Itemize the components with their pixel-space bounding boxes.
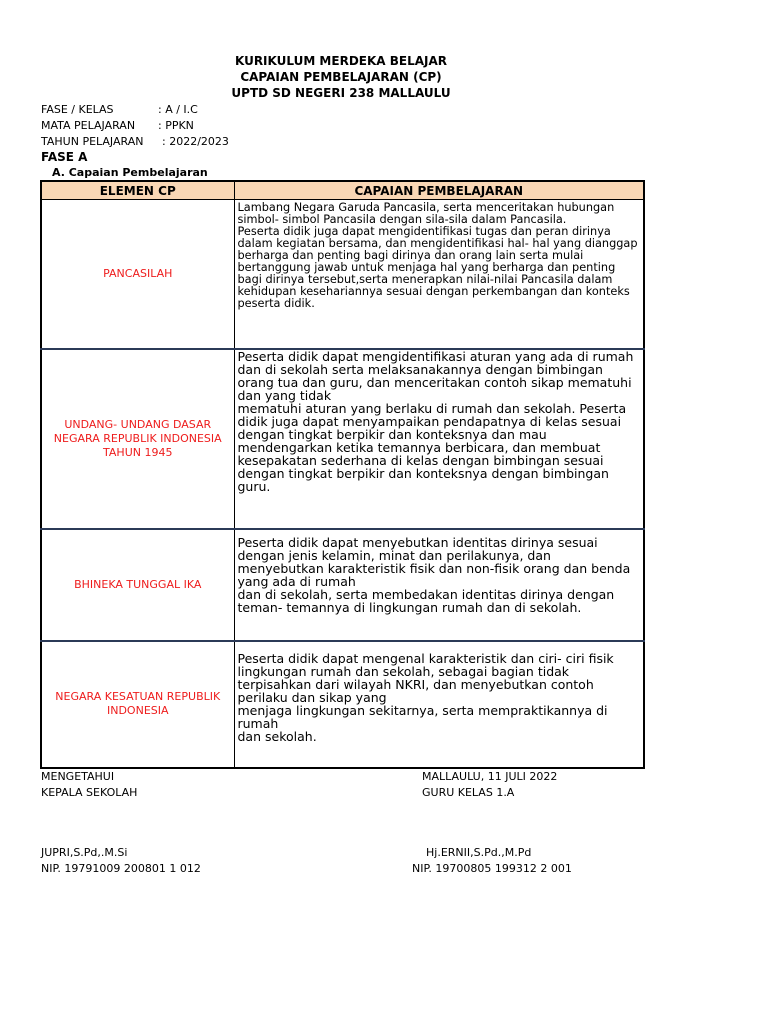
- guru-kelas-name: Hj.ERNII,S.Pd.,M.Pd: [426, 846, 532, 859]
- table-row: [41, 641, 644, 768]
- cp-table: [40, 180, 645, 769]
- elemen-cell: BHINEKA TUNGGAL IKA: [41, 529, 234, 641]
- table-row: [41, 529, 644, 641]
- col-header-elemen: ELEMEN CP: [41, 181, 234, 200]
- kepala-sekolah-nip: NIP. 19791009 200801 1 012: [41, 862, 201, 875]
- doc-title-line3: UPTD SD NEGERI 238 MALLAULU: [231, 86, 451, 100]
- fase-heading: FASE A: [41, 150, 88, 164]
- guru-kelas-label: GURU KELAS 1.A: [422, 786, 515, 799]
- capaian-cell: Peserta didik dapat menyebutkan identitas dirinya sesuai dengan jenis kelamin, minat dan perilakunya, dan menyebutkan karakteristik fisik dan non-fisik orang dan benda yang ada di rumah dan di sekolah, serta membedakan identitas dirinya dengan teman- temannya di lingkungan rumah dan di sekolah.: [234, 529, 644, 641]
- fase-kelas-label: FASE / KELAS: [41, 103, 114, 116]
- kepala-sekolah-name: JUPRI,S.Pd,.M.Si: [41, 846, 128, 859]
- capaian-cell: Lambang Negara Garuda Pancasila, serta menceritakan hubungan simbol- simbol Pancasila dengan sila-sila dalam Pancasila. Peserta didik juga dapat mengidentifikasi tugas dan peran dirinya dalam kegiatan bersama, dan mengidentifikasi hal- hal yang dianggap berharga dan penting bagi dirinya dan orang lain serta mulai bertanggung jawab untuk menjaga hal yang berharga dan penting bagi dirinya tersebut,serta menerapkan nilai-nilai Pancasila dalam kehidupan kesehariannya sesuai dengan perkembangan dan konteks peserta didik.: [234, 200, 644, 349]
- mapel-label: MATA PELAJARAN: [41, 119, 136, 132]
- section-heading: A. Capaian Pembelajaran: [52, 166, 208, 179]
- col-header-capaian: CAPAIAN PEMBELAJARAN: [234, 181, 644, 200]
- doc-title-line2: CAPAIAN PEMBELAJARAN (CP): [240, 70, 442, 84]
- table-row: [41, 349, 644, 529]
- guru-kelas-nip: NIP. 19700805 199312 2 001: [412, 862, 572, 875]
- mengetahui-label: MENGETAHUI: [41, 770, 115, 783]
- tahun-label: TAHUN PELAJARAN: [41, 135, 144, 148]
- elemen-cell: NEGARA KESATUAN REPUBLIK INDONESIA: [41, 641, 234, 768]
- table-header-row: [41, 181, 644, 200]
- fase-kelas-value: : A / I.C: [158, 103, 198, 116]
- table-row: [41, 200, 644, 349]
- capaian-cell: Peserta didik dapat mengenal karakteristik dan ciri- ciri fisik lingkungan rumah dan sekolah, sebagai bagian tidak terpisahkan dari wilayah NKRI, dan menyebutkan contoh perilaku dan sikap yang menjaga lingkungan sekitarnya, serta mempraktikannya di rumah dan sekolah.: [234, 641, 644, 768]
- elemen-cell: UNDANG- UNDANG DASAR NEGARA REPUBLIK INDONESIA TAHUN 1945: [41, 349, 234, 529]
- tahun-value: : 2022/2023: [162, 135, 229, 148]
- capaian-cell: Peserta didik dapat mengidentifikasi aturan yang ada di rumah dan di sekolah serta melaksanakannya dengan bimbingan orang tua dan guru, dan menceritakan contoh sikap mematuhi dan yang tidak mematuhi aturan yang berlaku di rumah dan sekolah. Peserta didik juga dapat menyampaikan pendapatnya di kelas sesuai dengan tingkat berpikir dan konteksnya dan mau mendengarkan ketika temannya berbicara, dan membuat kesepakatan sederhana di kelas dengan bimbingan sesuai dengan tingkat berpikir dan konteksnya dengan bimbingan guru.: [234, 349, 644, 529]
- place-date: MALLAULU, 11 JULI 2022: [422, 770, 558, 783]
- mapel-value: : PPKN: [158, 119, 194, 132]
- doc-title-line1: KURIKULUM MERDEKA BELAJAR: [234, 54, 448, 68]
- kepala-sekolah-label: KEPALA SEKOLAH: [41, 786, 138, 799]
- elemen-cell: PANCASILAH: [41, 200, 234, 349]
